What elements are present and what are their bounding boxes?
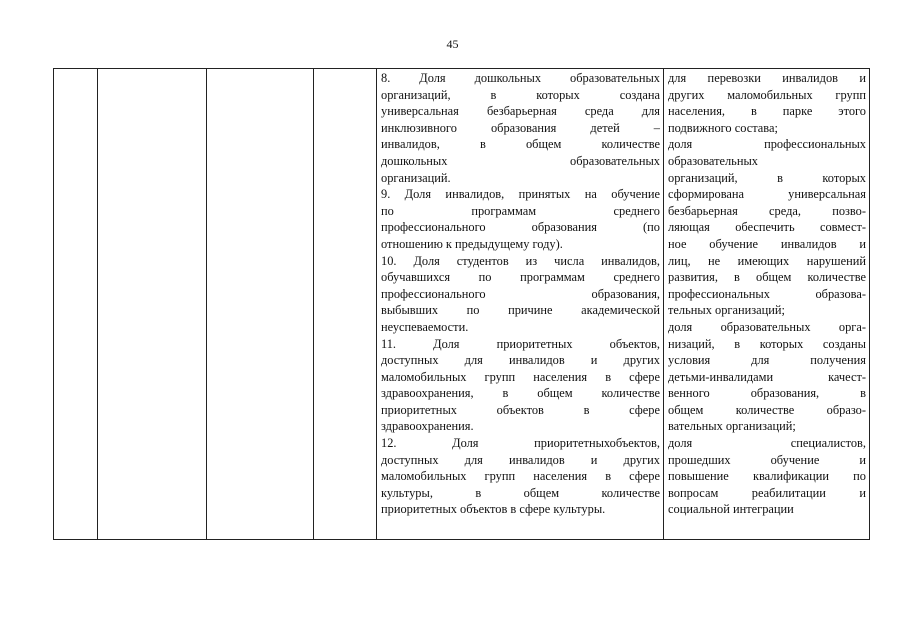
result-line: доля специалистов, [668, 436, 866, 451]
indicator-line: 10. Доля студентов из числа инвалидов, [381, 253, 660, 268]
result-line: образовательных [668, 153, 758, 168]
indicator-line: доступных для инвалидов и других [381, 452, 660, 467]
result-line: ное обучение инвалидов и [668, 236, 866, 251]
result-line: населения, в парке этого [668, 104, 866, 119]
table-cell-col1 [54, 69, 98, 540]
result-line: тельных организаций; [668, 303, 785, 318]
indicator-line: неуспеваемости. [381, 319, 469, 334]
indicator-line: отношению к предыдущему году). [381, 236, 563, 251]
result-line: ляющая обеспечить совмест- [668, 220, 866, 235]
result-line: прошедших обучение и [668, 452, 866, 467]
indicator-line: обучавшихся по программам среднего [381, 270, 660, 285]
result-line: подвижного состава; [668, 120, 778, 135]
indicator-line: приоритетных объектов в сфере культуры. [381, 502, 606, 517]
table-cell-col4 [314, 69, 377, 540]
indicator-line: 9. Доля инвалидов, принятых на обучение [381, 187, 660, 202]
indicator-line: здравоохранения, в общем количестве [381, 386, 660, 401]
result-line: общем количестве образо- [668, 402, 866, 417]
indicator-line: инвалидов, в общем количестве [381, 137, 660, 152]
table-row [54, 69, 870, 540]
result-line: низаций, в которых созданы [668, 336, 866, 351]
result-line: доля профессиональных [668, 137, 866, 152]
indicator-line: культуры, в общем количестве [381, 485, 660, 500]
indicator-line: здравоохранения. [381, 419, 474, 434]
results-text [664, 69, 869, 518]
indicator-line: выбывших по причине академической [381, 303, 660, 318]
result-line: вопросам реабилитации и [668, 485, 866, 500]
indicator-line: организаций. [381, 170, 451, 185]
page-number: 45 [446, 37, 459, 51]
result-line: венного образования, в [668, 386, 866, 401]
indicator-line: 8. Доля дошкольных образовательных [381, 71, 660, 85]
result-line: профессиональных образова- [668, 286, 866, 301]
indicator-line: инклюзивного образования детей – [381, 120, 660, 135]
result-line: безбарьерная среда, позво- [668, 203, 866, 218]
table-cell-col3 [207, 69, 314, 540]
indicator-line: 11. Доля приоритетных объектов, [381, 336, 660, 351]
indicator-line: 12. Доля приоритетныхобъектов, [381, 436, 660, 451]
table-cell-indicators [377, 69, 664, 540]
indicator-line: маломобильных групп населения в сфере [381, 369, 660, 384]
indicator-line: приоритетных объектов в сфере [381, 402, 660, 417]
result-line: условия для получения [668, 353, 866, 368]
result-line: лиц, не имеющих нарушений [668, 253, 866, 268]
result-line: организаций, в которых [668, 170, 866, 185]
table-cell-col2 [98, 69, 207, 540]
indicator-line: доступных для инвалидов и других [381, 353, 660, 368]
result-line: других маломобильных групп [668, 87, 866, 102]
indicator-line: профессионального образования, [381, 286, 660, 301]
indicator-line: дошкольных образовательных [381, 153, 660, 168]
result-line: развития, в общем количестве [668, 270, 866, 285]
indicator-line: профессионального образования (по [381, 220, 660, 235]
table-cell-results [664, 69, 870, 540]
result-line: детьми-инвалидами качест- [668, 369, 866, 384]
result-line: сформирована универсальная [668, 187, 866, 202]
program-table [53, 68, 870, 540]
result-line: повышение квалификации по [668, 469, 866, 484]
result-line: для перевозки инвалидов и [668, 71, 866, 85]
indicator-line: маломобильных групп населения в сфере [381, 469, 660, 484]
result-line: доля образовательных орга- [668, 319, 866, 334]
result-line: вательных организаций; [668, 419, 796, 434]
indicator-line: организаций, в которых создана [381, 87, 660, 102]
indicator-line: универсальная безбарьерная среда для [381, 104, 660, 119]
indicators-text [377, 69, 663, 518]
result-line: социальной интеграции [668, 502, 794, 517]
indicator-line: по программам среднего [381, 203, 660, 218]
